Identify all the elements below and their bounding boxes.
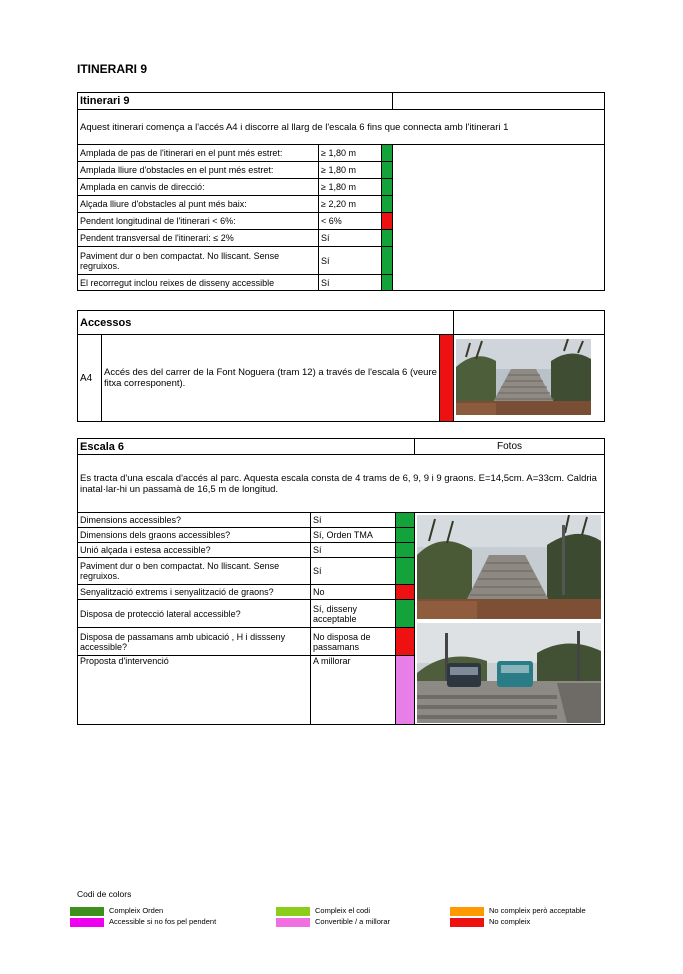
accessos-table bbox=[77, 310, 605, 422]
stair-photo bbox=[417, 515, 601, 619]
escala-row-value: A millorar bbox=[311, 656, 396, 725]
itinerari-row-value: ≥ 1,80 m bbox=[319, 179, 382, 196]
access-photo bbox=[456, 339, 591, 415]
escala-row-label: Paviment dur o ben compactat. No lliscant. Sense regruixos. bbox=[78, 558, 311, 585]
escala-row-label: Senyalització extrems i senyalització de graons? bbox=[78, 585, 311, 600]
status-swatch bbox=[396, 528, 415, 543]
legend-swatch bbox=[276, 918, 310, 927]
parking-photo bbox=[417, 623, 601, 723]
status-swatch bbox=[382, 275, 393, 291]
fotos-label: Fotos bbox=[415, 439, 605, 455]
status-swatch bbox=[396, 656, 415, 725]
escala-row-label: Disposa de passamans amb ubicació , H i dissseny accessible? bbox=[78, 628, 311, 656]
itinerari-row-label: Amplada de pas de l'itinerari en el punt més estret: bbox=[78, 145, 319, 162]
status-swatch bbox=[382, 213, 393, 230]
legend-label: Compleix Orden bbox=[109, 906, 164, 915]
status-swatch bbox=[396, 513, 415, 528]
status-swatch bbox=[396, 628, 415, 656]
escala-row-label: Unió alçada i estesa accessible? bbox=[78, 543, 311, 558]
itinerari-blank-area bbox=[393, 145, 605, 291]
status-swatch bbox=[396, 543, 415, 558]
legend-label: No compleix però acceptable bbox=[489, 906, 586, 915]
escala-row-value: Sí bbox=[311, 543, 396, 558]
escala-photos-cell bbox=[415, 513, 605, 725]
status-swatch bbox=[382, 247, 393, 275]
escala-row-value: Sí, disseny acceptable bbox=[311, 600, 396, 628]
status-swatch bbox=[440, 335, 454, 422]
status-swatch bbox=[382, 162, 393, 179]
itinerari-table bbox=[77, 92, 605, 291]
escala-row-value: No bbox=[311, 585, 396, 600]
legend-label: Compleix el codi bbox=[315, 906, 371, 915]
escala-row-label: Dimensions dels graons accessibles? bbox=[78, 528, 311, 543]
escala-row-label: Disposa de protecció lateral accessible? bbox=[78, 600, 311, 628]
status-swatch bbox=[382, 179, 393, 196]
status-swatch bbox=[382, 196, 393, 213]
status-swatch bbox=[396, 600, 415, 628]
legend-swatch bbox=[276, 907, 310, 916]
escala-table bbox=[77, 438, 605, 725]
access-description: Accés des del carrer de la Font Noguera (tram 12) a través de l'escala 6 (veure fitxa corresponent). bbox=[102, 335, 440, 422]
legend-title: Codi de colors bbox=[77, 889, 132, 899]
itinerari-row-value: Sí bbox=[319, 230, 382, 247]
status-swatch bbox=[382, 145, 393, 162]
legend-swatch bbox=[450, 918, 484, 927]
access-code: A4 bbox=[78, 335, 102, 422]
itinerari-header: Itinerari 9 bbox=[78, 93, 393, 110]
status-swatch bbox=[396, 585, 415, 600]
page-title: ITINERARI 9 bbox=[77, 62, 148, 76]
escala-row-value: Sí bbox=[311, 513, 396, 528]
status-swatch bbox=[396, 558, 415, 585]
itinerari-header-blank bbox=[393, 93, 605, 110]
legend-swatch bbox=[70, 918, 104, 927]
itinerari-row-value: ≥ 2,20 m bbox=[319, 196, 382, 213]
itinerari-row-value: ≥ 1,80 m bbox=[319, 145, 382, 162]
itinerari-row-value: ≥ 1,80 m bbox=[319, 162, 382, 179]
legend-label: No compleix bbox=[489, 917, 531, 926]
escala-row-value: Sí, Orden TMA bbox=[311, 528, 396, 543]
escala-description: Es tracta d'una escala d'accés al parc. Aquesta escala consta de 4 trams de 6, 9, 9 i 9 graons. E=14,5cm. A=33cm. Caldria inatal·lar-hi un passamà de 16,5 m de longitud. bbox=[78, 455, 605, 513]
itinerari-row-label: Amplada lliure d'obstacles en el punt més estret: bbox=[78, 162, 319, 179]
legend-label: Accessible si no fos pel pendent bbox=[109, 917, 217, 926]
itinerari-row-value: < 6% bbox=[319, 213, 382, 230]
escala-row-value: No disposa de passamans bbox=[311, 628, 396, 656]
accessos-header-blank bbox=[454, 311, 605, 335]
itinerari-row-label: El recorregut inclou reixes de disseny accessible bbox=[78, 275, 319, 291]
accessos-header: Accessos bbox=[78, 311, 454, 335]
escala-row-label: Dimensions accessibles? bbox=[78, 513, 311, 528]
legend-swatch bbox=[70, 907, 104, 916]
escala-header: Escala 6 bbox=[78, 439, 415, 455]
itinerari-row-value: Sí bbox=[319, 275, 382, 291]
itinerari-row-value: Sí bbox=[319, 247, 382, 275]
itinerari-row-label: Paviment dur o ben compactat. No lliscant. Sense regruixos. bbox=[78, 247, 319, 275]
legend-swatch bbox=[450, 907, 484, 916]
itinerari-row-label: Pendent transversal de l'itinerari: ≤ 2% bbox=[78, 230, 319, 247]
itinerari-row-label: Pendent longitudinal de l'itinerari < 6%: bbox=[78, 213, 319, 230]
escala-row-value: Sí bbox=[311, 558, 396, 585]
itinerari-row-label: Alçada lliure d'obstacles al punt més baix: bbox=[78, 196, 319, 213]
legend-label: Convertible / a millorar bbox=[315, 917, 391, 926]
itinerari-description: Aquest itinerari comença a l'accés A4 i discorre al llarg de l'escala 6 fins que connecta amb l'itinerari 1 bbox=[78, 110, 605, 145]
status-swatch bbox=[382, 230, 393, 247]
access-photo-cell bbox=[454, 335, 605, 422]
escala-row-label: Proposta d'intervenció bbox=[78, 656, 311, 725]
itinerari-row-label: Amplada en canvis de direcció: bbox=[78, 179, 319, 196]
